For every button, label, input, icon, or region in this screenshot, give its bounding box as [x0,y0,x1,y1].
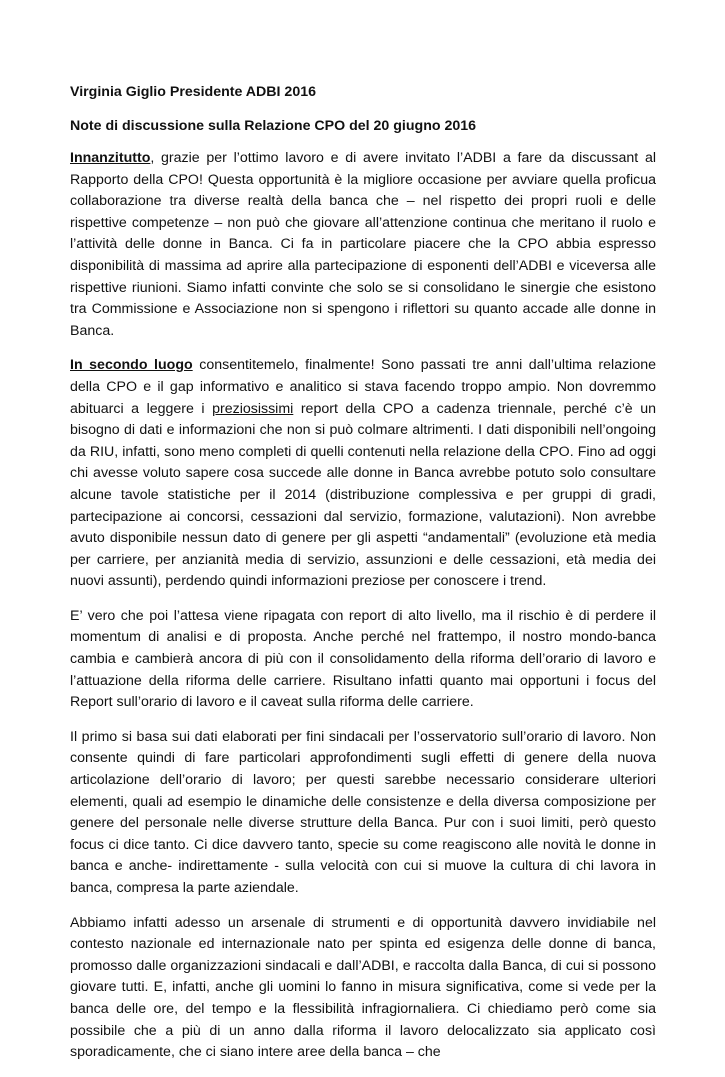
paragraph-4: Il primo si basa sui dati elaborati per fini sindacali per l’osservatorio sull’orario di lavoro. Non consente quindi di fare particolari approfondimenti sugli effetti di genere della nuova articolazione dell’orario di lavoro; per questi sarebbe necessario considerare ulteriori elementi, quali ad esempio le dinamiche delle consistenze e della diversa composizione per genere del personale nelle diverse strutture della Banca. Pur con i suoi limiti, però questo focus ci dice tanto. Ci dice davvero tanto, specie su come reagiscono alle novità le donne in banca e anche- indirettamente - sulla velocità con cui si muove la cultura di chi lavora in banca, compresa la parte aziendale. [70,728,656,896]
paragraph-2 [70,355,656,593]
paragraph-1 [70,148,656,342]
paragraph-2-lead: In secondo luogo [70,357,193,374]
paragraph-3: E’ vero che poi l’attesa viene ripagata con report di alto livello, ma il rischio è di perdere il momentum di analisi e di proposta. Anche perché nel frattempo, il nostro mondo-banca cambia e cambierà ancora di più con il consolidamento della riforma dell’orario di lavoro e l’attuazione della riforma delle carriere. Risultano infatti quanto mai opportuni i focus del Report sull’orario di lavoro e il caveat sulla riforma delle carriere. [70,607,656,711]
paragraph-5: Abbiamo infatti adesso un arsenale di strumenti e di opportunità davvero invidiabile nel contesto nazionale ed internazionale nato per spinta ed esigenza delle donne di banca, promosso dalle organizzazioni sindacali e dall’ADBI, e raccolta dalla Banca, di cui si possono giovare tutti. E, infatti, anche gli uomini lo fanno in misura significativa, come si vede per la banca delle ore, del tempo e la flessibilità infragiornaliera. Ci chiediamo però come sia possibile che a più di un anno dalla riforma il lavoro delocalizzato sia applicato così sporadicamente, che ci siano intere aree della banca – che [70,914,656,1061]
paragraph-1-text: , grazie per l’ottimo lavoro e di avere invitato l’ADBI a fare da discussant al Rapporto della CPO! Questa opportunità è la migliore occasione per avviare quella proficua collaborazione tra diverse realtà della banca che – nel rispetto dei propri ruoli e delle rispettive competenze – non può che giovare all’attenzione continua che meritano il ruolo e l’attività delle donne in Banca. Ci fa in particolare piacere che la CPO abbia espresso disponibilità di massima ad aprire alla partecipazione di esponenti dell’ADBI e viceversa alle rispettive riunioni. Siamo infatti convinte che solo se si consolidano le sinergie che esistono tra Commissione e Associazione non si spengono i riflettori su quanto accade alle donne in Banca. [70,150,656,339]
document-title: Virginia Giglio Presidente ADBI 2016 [70,84,316,100]
paragraph-2-text-a: consentitemelo, finalmente! Sono passati tre anni dall’ultima relazione della CPO e il gap informativo e analitico si stava facendo troppo ampio. Non dovremmo abituarci a leggere i [70,357,656,417]
paragraph-1-lead: Innanzitutto [70,150,151,166]
paragraph-2-underlined-word: preziosissimi [212,400,294,417]
document-subtitle: Note di discussione sulla Relazione CPO del 20 giugno 2016 [70,118,477,134]
document-page [70,82,656,1077]
paragraph-2-text-b: report della CPO a cadenza triennale, perché c’è un bisogno di dati e informazioni che non si può colmare altrimenti. I dati disponibili nell’ongoing da RIU, infatti, sono meno completi di quelli contenuti nella relazione della CPO. Fino ad oggi chi avesse voluto sapere cosa succede alle donne in Banca avrebbe potuto solo consultare alcune tavole statistiche per il 2014 (distribuzione complessiva e per gruppi di gradi, partecipazione ai concorsi, cessazioni dal servizio, formazione, valutazioni). Non avrebbe avuto disponibile nessun dato di genere per gli aspetti “andamentali” (evoluzione età media per carriere, per anzianità media di servizio, assunzioni e delle cessazioni, età media dei nuovi assunti), perdendo quindi informazioni preziose per conoscere i trend. [70,400,657,590]
